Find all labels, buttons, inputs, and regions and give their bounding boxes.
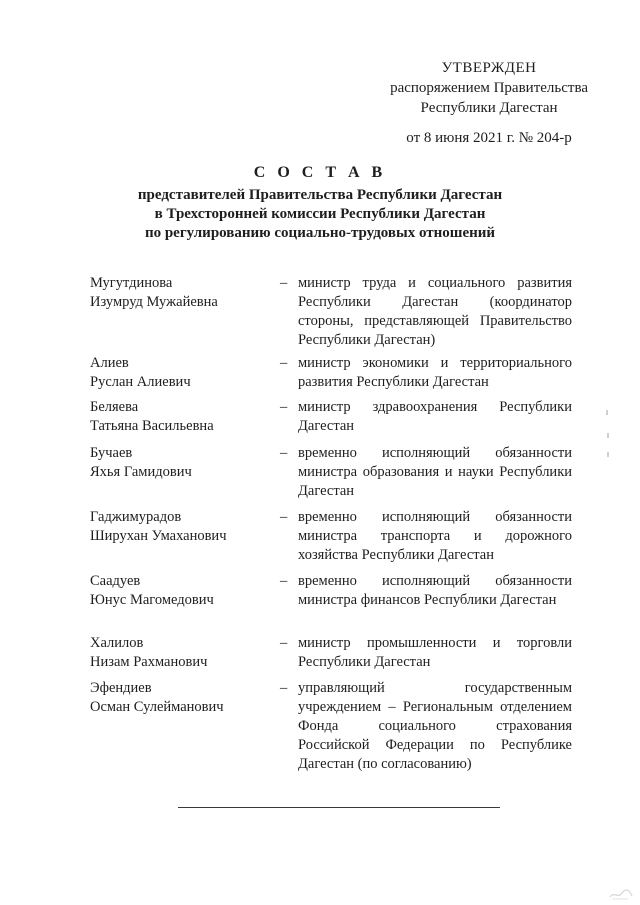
- member-given-names: Яхья Гамидович: [90, 464, 192, 480]
- member-item: [90, 444, 572, 508]
- member-name: [90, 398, 280, 436]
- scan-corner-stamp: [608, 887, 634, 901]
- member-role: управляющий государственным учреждением – Региональным отделением Фонда социального страхования Российской Федерации по Республике Дагестан (по согласованию): [298, 680, 572, 772]
- member-item: [90, 398, 572, 444]
- member-name: [90, 634, 280, 672]
- scan-speck: [606, 410, 608, 415]
- member-role: временно исполняющий обязанности министра образования и науки Республики Дагестан: [298, 445, 572, 499]
- member-role: министр труда и социального развития Республики Дагестан (координатор стороны, представляющей Правительство Республики Дагестан): [298, 275, 572, 348]
- member-role: министр экономики и территориального развития Республики Дагестан: [298, 355, 572, 390]
- title-line-2: в Трехсторонней комиссии Республики Дагестан: [154, 206, 486, 222]
- member-dash: –: [280, 573, 288, 589]
- member-surname: Бучаев: [90, 445, 133, 461]
- member-role: временно исполняющий обязанности министра финансов Республики Дагестан: [298, 573, 572, 608]
- member-surname: Мугутдинова: [90, 275, 173, 291]
- scan-speck: [607, 433, 609, 438]
- member-dash: –: [280, 275, 288, 291]
- member-dash: –: [280, 509, 288, 525]
- member-name: [90, 354, 280, 392]
- member-given-names: Руслан Алиевич: [90, 374, 191, 390]
- approval-line-1: распоряжением Правительства: [390, 80, 588, 96]
- document-title: [0, 164, 640, 243]
- member-role: министр промышленности и торговли Республики Дагестан: [298, 635, 572, 670]
- member-surname: Эфендиев: [90, 680, 152, 696]
- member-surname: Алиев: [90, 355, 129, 371]
- member-given-names: Изумруд Мужайевна: [90, 294, 218, 310]
- member-name: [90, 508, 280, 546]
- member-dash: –: [280, 445, 288, 461]
- approval-heading: УТВЕРЖДЕН: [441, 60, 537, 76]
- member-dash: –: [280, 680, 288, 696]
- approval-date: от 8 июня 2021 г. № 204-р: [406, 130, 572, 146]
- member-item: [90, 508, 572, 572]
- member-surname: Саадуев: [90, 573, 141, 589]
- member-name: [90, 679, 280, 717]
- member-given-names: Юнус Магомедович: [90, 592, 214, 608]
- member-name: [90, 274, 280, 312]
- member-item: [90, 634, 572, 679]
- member-dash: –: [280, 635, 288, 651]
- end-of-list-rule: [178, 807, 500, 808]
- member-item: [90, 354, 572, 398]
- member-item: [90, 572, 572, 634]
- scan-speck: [607, 452, 609, 457]
- approval-block: [390, 58, 588, 148]
- approval-line-2: Республики Дагестан: [420, 100, 558, 116]
- title-line-3: по регулированию социально-трудовых отношений: [144, 225, 496, 241]
- member-surname: Халилов: [90, 635, 144, 651]
- member-item: [90, 679, 572, 774]
- member-name: [90, 572, 280, 610]
- member-dash: –: [280, 355, 288, 371]
- member-role: министр здравоохранения Республики Дагестан: [298, 399, 572, 434]
- members-list: [90, 274, 572, 774]
- member-given-names: Татьяна Васильевна: [90, 418, 214, 434]
- title-main: С О С Т А В: [253, 164, 387, 181]
- title-line-1: представителей Правительства Республики Дагестан: [137, 187, 503, 203]
- member-given-names: Осман Сулейманович: [90, 699, 224, 715]
- member-role: временно исполняющий обязанности министра транспорта и дорожного хозяйства Республики Дагестан: [298, 509, 572, 563]
- member-given-names: Низам Рахманович: [90, 654, 208, 670]
- member-given-names: Ширухан Умаханович: [90, 528, 227, 544]
- member-surname: Гаджимурадов: [90, 509, 182, 525]
- member-name: [90, 444, 280, 482]
- member-item: [90, 274, 572, 354]
- member-dash: –: [280, 399, 288, 415]
- member-surname: Беляева: [90, 399, 139, 415]
